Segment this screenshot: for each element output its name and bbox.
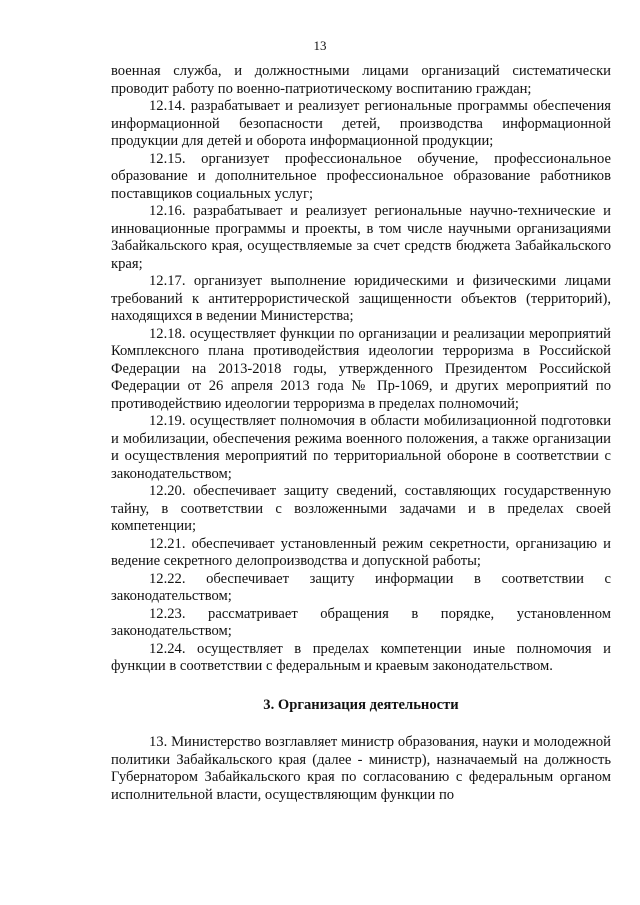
- paragraph: 12.22. обеспечивает защиту информации в соответствии с законодательством;: [111, 570, 611, 604]
- paragraph: 12.20. обеспечивает защиту сведений, составляющих государственную тайну, в соответствии с возложенными задачами и в пределах своей компетенции;: [111, 483, 611, 534]
- section-heading: 3. Организация деятельности: [263, 696, 459, 713]
- paragraphs-after-heading: [111, 734, 611, 804]
- paragraph: 12.16. разрабатывает и реализует региональные научно-технические и инновационные программы и проекты, в том числе научными организациями Забайкальского края, осуществляемые за счет средств бюджета Забайкальского края;: [111, 203, 611, 272]
- paragraph: 12.23. рассматривает обращения в порядке, установленном законодательством;: [111, 605, 611, 639]
- paragraph: 12.17. организует выполнение юридическими и физическими лицами требований к антитеррористической защищенности объектов (территорий), находящихся в ведении Министерства;: [111, 273, 611, 324]
- paragraphs-before-heading: [111, 63, 611, 676]
- page-number: 13: [313, 38, 327, 53]
- paragraph: 12.19. осуществляет полномочия в области мобилизационной подготовки и мобилизации, обеспечения режима военного положения, а также организации и осуществления мероприятий по территориальной обороне в соответствии с законодательством;: [111, 413, 611, 482]
- paragraph: 12.15. организует профессиональное обучение, профессиональное образование и дополнительное профессиональное образование работников поставщиков социальных услуг;: [111, 150, 611, 202]
- paragraph: 12.24. осуществляет в пределах компетенции иные полномочия и функции в соответствии с федеральным и краевым законодательством.: [111, 640, 611, 674]
- paragraph: военная служба, и должностными лицами организаций систематически проводит работу по военно-патриотическому воспитанию граждан;: [111, 63, 611, 97]
- paragraph: 12.21. обеспечивает установленный режим секретности, организацию и ведение секретного делопроизводства и допускной работы;: [111, 535, 611, 569]
- document-body: [111, 63, 611, 804]
- paragraph: 13. Министерство возглавляет министр образования, науки и молодежной политики Забайкальского края (далее - министр), назначаемый на должность Губернатором Забайкальского края по согласованию с федеральным органом исполнительной власти, осуществляющим функции по: [111, 734, 611, 803]
- paragraph: 12.18. осуществляет функции по организации и реализации мероприятий Комплексного плана противодействия идеологии терроризма в Российской Федерации на 2013-2018 годы, утвержденного Президентом Российской Федерации от 26 апреля 2013 года № Пр-1069, и других мероприятий по противодействию идеологии терроризма в пределах полномочий;: [111, 325, 611, 412]
- paragraph: 12.14. разрабатывает и реализует региональные программы обеспечения информационной безопасности детей, производства информационной продукции для детей и оборота информационной продукции;: [111, 98, 611, 149]
